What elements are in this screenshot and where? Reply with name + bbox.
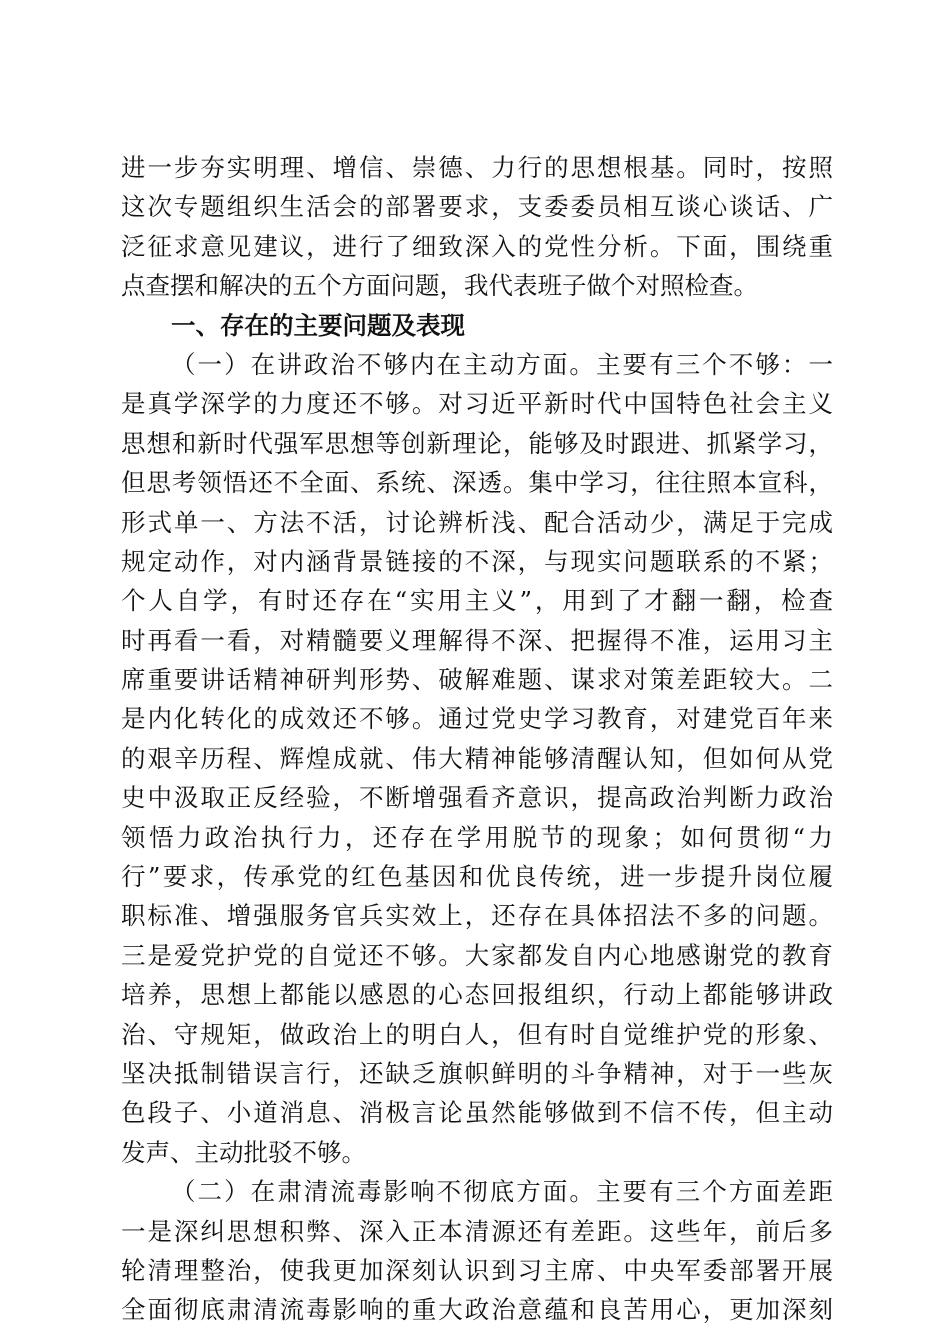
text-line: 史中汲取正反经验，不断增强看齐意识，提高政治判断力政治	[121, 783, 833, 813]
text-line: 发声、主动批驳不够。	[121, 1137, 366, 1167]
text-line: 个人自学，有时还存在“实用主义”，用到了才翻一翻，检查	[121, 586, 833, 616]
text-line: 这次专题组织生活会的部署要求，支委委员相互谈心谈话、广	[121, 192, 833, 222]
text-line: 培养，思想上都能以感恩的心态回报组织，行动上都能够讲政	[121, 980, 833, 1010]
text-line: 席重要讲话精神研判形势、破解难题、谋求对策差距较大。二	[121, 665, 833, 695]
text-line: 一是深纠思想积弊、深入正本清源还有差距。这些年，前后多	[121, 1216, 833, 1246]
text-line: 形式单一、方法不活，讨论辨析浅、配合活动少，满足于完成	[121, 507, 833, 537]
text-line: 领悟力政治执行力，还存在学用脱节的现象；如何贯彻“力	[121, 822, 833, 852]
text-line: （二）在肃清流毒影响不彻底方面。主要有三个方面差距	[171, 1177, 833, 1207]
text-line: 进一步夯实明理、增信、崇德、力行的思想根基。同时，按照	[121, 153, 833, 182]
text-line: 思想和新时代强军思想等创新理论，能够及时跟进、抓紧学习，	[121, 428, 833, 458]
section-heading: 一、存在的主要问题及表现	[171, 310, 465, 340]
text-line: 色段子、小道消息、消极言论虽然能够做到不信不传，但主动	[121, 1098, 833, 1128]
text-line: 全面彻底肃清流毒影响的重大政治意蕴和良苦用心，更加深刻	[121, 1295, 833, 1325]
text-line: 但思考领悟还不全面、系统、深透。集中学习，往往照本宣科，	[121, 468, 833, 498]
text-line: 三是爱党护党的自觉还不够。大家都发自内心地感谢党的教育	[121, 940, 833, 970]
text-line: 的艰辛历程、辉煌成就、伟大精神能够清醒认知，但如何从党	[121, 743, 833, 773]
text-line: 行”要求，传承党的红色基因和优良传统，进一步提升岗位履	[121, 862, 833, 892]
text-line: 时再看一看，对精髓要义理解得不深、把握得不准，运用习主	[121, 625, 833, 655]
document-body	[121, 148, 833, 1330]
text-line: （一）在讲政治不够内在主动方面。主要有三个不够：一	[171, 349, 833, 379]
text-line: 规定动作，对内涵背景链接的不深，与现实问题联系的不紧；	[121, 546, 833, 576]
text-line: 坚决抵制错误言行，还缺乏旗帜鲜明的斗争精神，对于一些灰	[121, 1058, 833, 1088]
text-line: 是真学深学的力度还不够。对习近平新时代中国特色社会主义	[121, 389, 833, 419]
text-line: 泛征求意见建议，进行了细致深入的党性分析。下面，围绕重	[121, 231, 833, 261]
text-line: 职标准、增强服务官兵实效上，还存在具体招法不多的问题。	[121, 901, 833, 931]
text-line: 治、守规矩，做政治上的明白人，但有时自觉维护党的形象、	[121, 1019, 833, 1049]
text-line: 点查摆和解决的五个方面问题，我代表班子做个对照检查。	[121, 271, 758, 301]
text-line: 轮清理整治，使我更加深刻认识到习主席、中央军委部署开展	[121, 1255, 833, 1285]
text-line: 是内化转化的成效还不够。通过党史学习教育，对建党百年来	[121, 704, 833, 734]
